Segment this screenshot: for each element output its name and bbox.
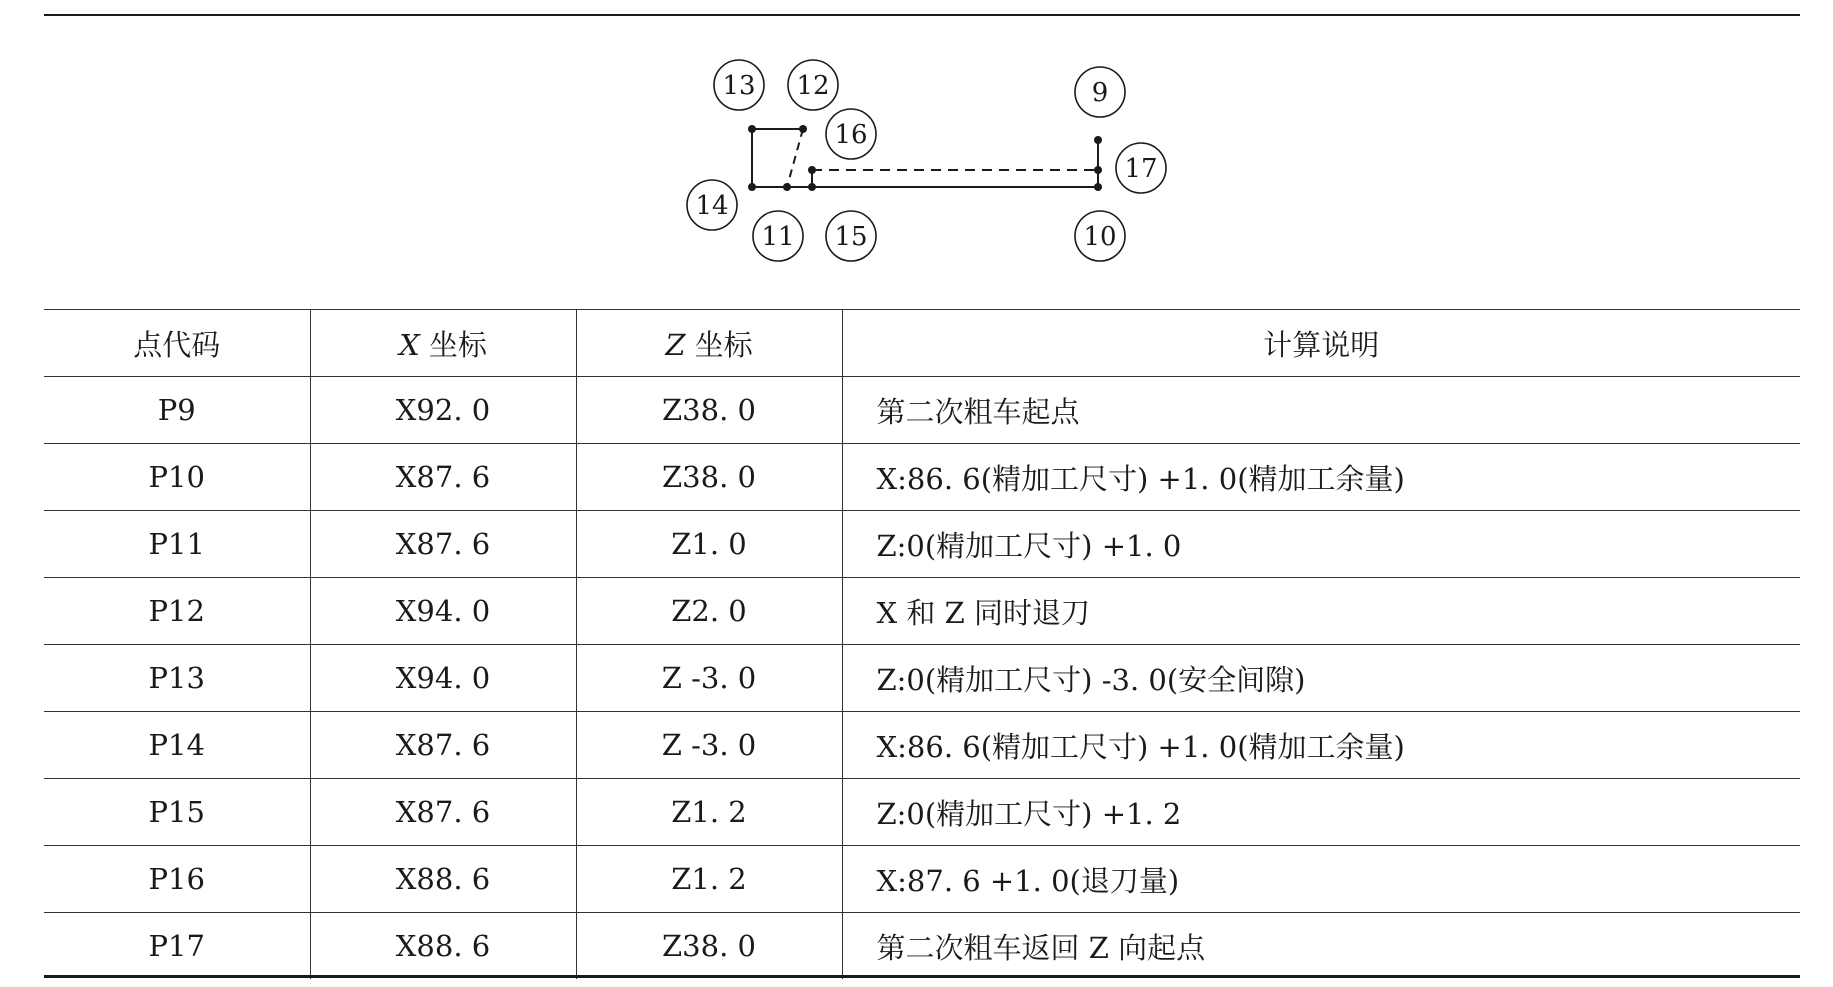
table-row xyxy=(44,377,1800,444)
cell-code: P16 xyxy=(44,846,310,913)
cell-code: P13 xyxy=(44,645,310,712)
cell-z: Z2. 0 xyxy=(576,578,842,645)
header-z-rest: 坐标 xyxy=(685,327,753,362)
cell-z: Z1. 2 xyxy=(576,846,842,913)
point-17 xyxy=(1094,166,1102,174)
header-x-axis: X xyxy=(399,327,420,362)
table-header-row xyxy=(44,310,1800,377)
cell-note: 第二次粗车起点 xyxy=(842,377,1800,444)
point-16 xyxy=(808,166,816,174)
cell-x: X87. 6 xyxy=(310,511,576,578)
cell-x: X88. 6 xyxy=(310,846,576,913)
cell-z: Z -3. 0 xyxy=(576,712,842,779)
cell-note: X 和 Z 同时退刀 xyxy=(842,578,1800,645)
table-row xyxy=(44,712,1800,779)
header-note: 计算说明 xyxy=(842,310,1800,377)
point-14 xyxy=(748,183,756,191)
cell-x: X94. 0 xyxy=(310,578,576,645)
header-x-rest: 坐标 xyxy=(419,327,487,362)
label-17-text: 17 xyxy=(1124,154,1158,184)
cell-z: Z -3. 0 xyxy=(576,645,842,712)
label-12 xyxy=(788,60,838,110)
header-z xyxy=(576,310,842,377)
point-13 xyxy=(748,125,756,133)
cell-z: Z1. 0 xyxy=(576,511,842,578)
path-12-11-dashed xyxy=(787,129,803,187)
bottom-rule xyxy=(44,975,1800,978)
table-row xyxy=(44,913,1800,980)
label-13 xyxy=(714,60,764,110)
label-16 xyxy=(826,109,876,159)
table-row xyxy=(44,645,1800,712)
cell-note: X:86. 6(精加工尺寸) +1. 0(精加工余量) xyxy=(842,444,1800,511)
cell-code: P11 xyxy=(44,511,310,578)
header-x xyxy=(310,310,576,377)
label-15 xyxy=(826,211,876,261)
cell-note: Z:0(精加工尺寸) +1. 0 xyxy=(842,511,1800,578)
point-11 xyxy=(783,183,791,191)
cell-z: Z1. 2 xyxy=(576,779,842,846)
header-z-axis: Z xyxy=(665,327,686,362)
point-12 xyxy=(799,125,807,133)
cell-x: X92. 0 xyxy=(310,377,576,444)
cell-z: Z38. 0 xyxy=(576,913,842,980)
label-9 xyxy=(1075,67,1125,117)
label-17 xyxy=(1116,143,1166,193)
cell-x: X87. 6 xyxy=(310,444,576,511)
label-10 xyxy=(1075,211,1125,261)
cell-code: P12 xyxy=(44,578,310,645)
label-9-text: 9 xyxy=(1091,78,1109,108)
cell-note: X:86. 6(精加工尺寸) +1. 0(精加工余量) xyxy=(842,712,1800,779)
cell-x: X88. 6 xyxy=(310,913,576,980)
cell-z: Z38. 0 xyxy=(576,444,842,511)
table-row xyxy=(44,511,1800,578)
point-9 xyxy=(1094,136,1102,144)
cell-x: X87. 6 xyxy=(310,779,576,846)
cell-z: Z38. 0 xyxy=(576,377,842,444)
label-14 xyxy=(687,180,737,230)
label-10-text: 10 xyxy=(1083,222,1117,252)
cell-code: P15 xyxy=(44,779,310,846)
table-row xyxy=(44,444,1800,511)
label-14-text: 14 xyxy=(695,191,729,221)
point-labels xyxy=(687,60,1166,261)
label-11-text: 11 xyxy=(761,222,795,252)
label-16-text: 16 xyxy=(834,120,868,150)
cell-note: 第二次粗车返回 Z 向起点 xyxy=(842,913,1800,980)
table-row xyxy=(44,846,1800,913)
point-15 xyxy=(808,183,816,191)
table-row xyxy=(44,578,1800,645)
cell-code: P10 xyxy=(44,444,310,511)
cell-note: Z:0(精加工尺寸) +1. 2 xyxy=(842,779,1800,846)
cell-code: P14 xyxy=(44,712,310,779)
cell-x: X87. 6 xyxy=(310,712,576,779)
toolpath-lines xyxy=(752,129,1098,187)
cell-code: P9 xyxy=(44,377,310,444)
table-row xyxy=(44,779,1800,846)
label-13-text: 13 xyxy=(722,71,756,101)
label-15-text: 15 xyxy=(834,222,868,252)
label-11 xyxy=(753,211,803,261)
cell-note: Z:0(精加工尺寸) -3. 0(安全间隙) xyxy=(842,645,1800,712)
toolpath-diagram xyxy=(0,0,1833,300)
point-coordinates-table xyxy=(44,309,1800,979)
header-code: 点代码 xyxy=(44,310,310,377)
point-10 xyxy=(1094,183,1102,191)
cell-note: X:87. 6 +1. 0(退刀量) xyxy=(842,846,1800,913)
label-12-text: 12 xyxy=(796,71,830,101)
cell-code: P17 xyxy=(148,929,205,963)
cell-x: X94. 0 xyxy=(310,645,576,712)
